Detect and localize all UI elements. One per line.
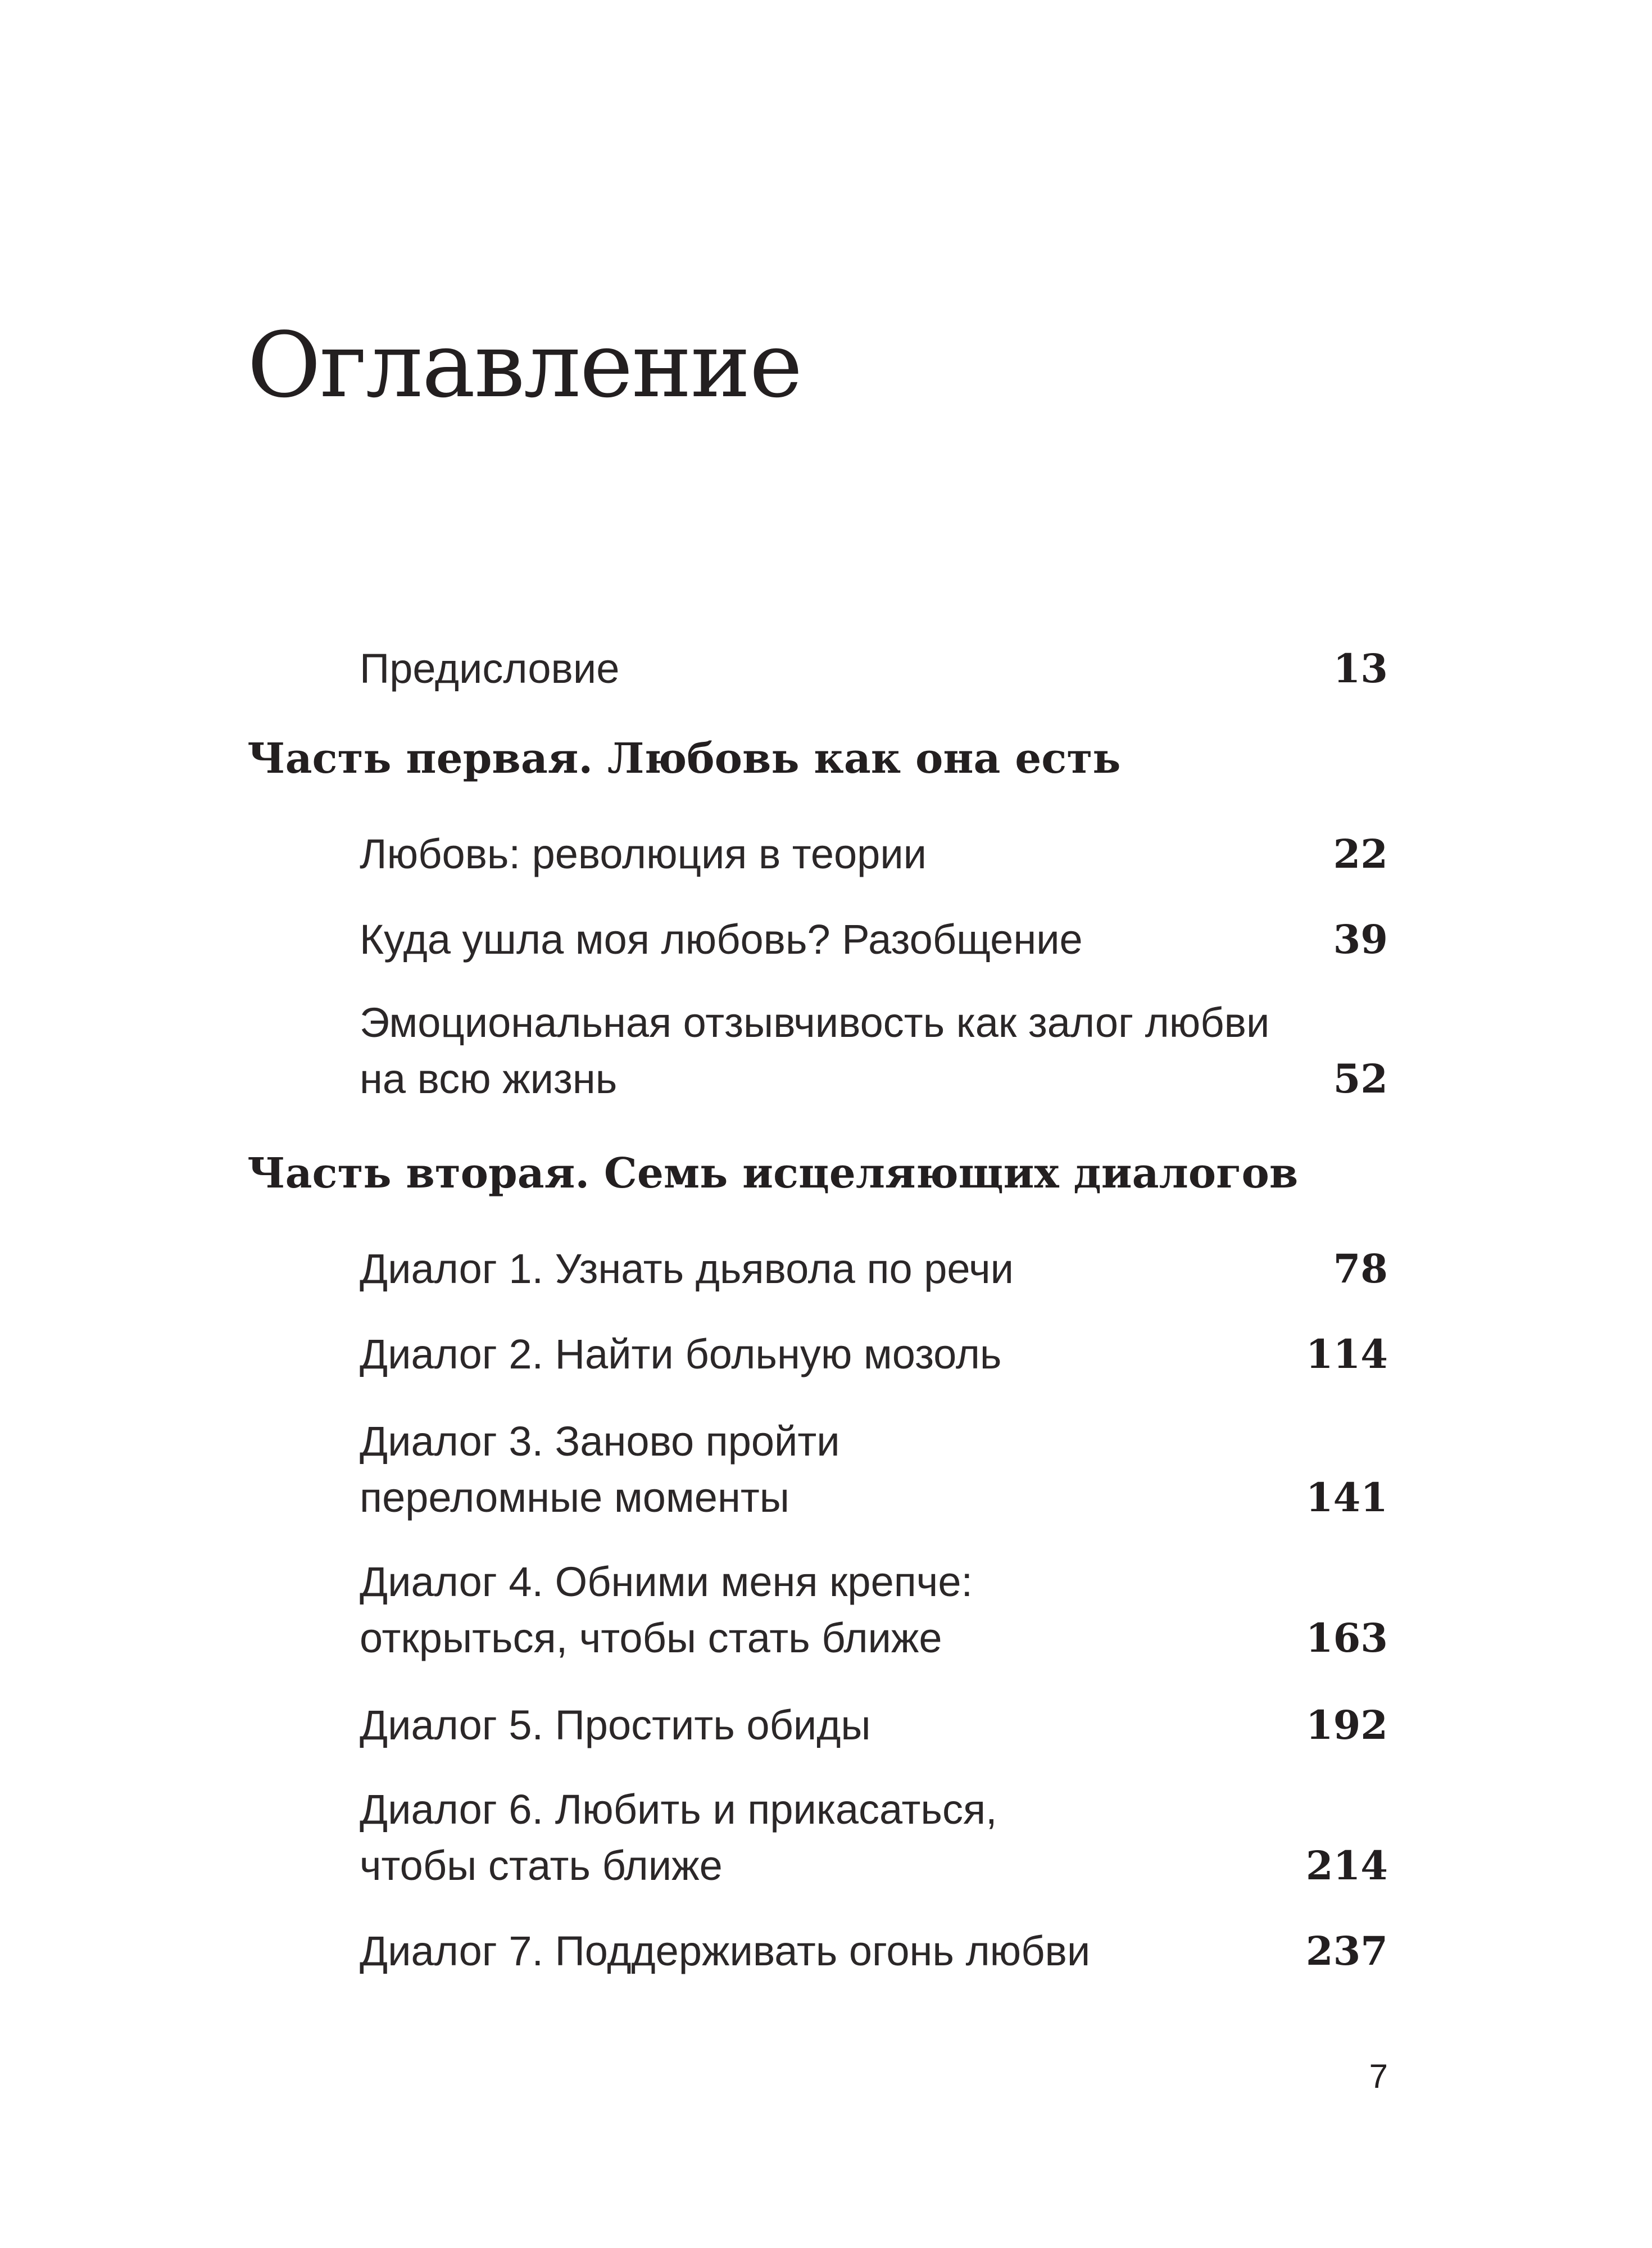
toc-entry-page: 141 <box>1305 1474 1388 1521</box>
toc-entry[interactable] <box>360 1259 1388 1383</box>
toc-entry-title: Куда ушла моя любовь? Разобщение <box>360 916 1083 963</box>
toc-entry-page: 39 <box>1333 916 1388 963</box>
part-heading-2[interactable]: Часть вторая. Семь исцеляющих диалогов <box>247 1149 1299 1198</box>
toc-entry-title: Диалог 1. Узнать дьявола по речи <box>360 1245 1014 1292</box>
toc-entry-page: 163 <box>1305 1615 1388 1661</box>
toc-entry-page: 22 <box>1333 831 1388 877</box>
toc-entry-title: Диалог 5. Простить обиды <box>360 1702 871 1748</box>
toc-entry-page: 214 <box>1305 1842 1388 1889</box>
toc-entry-title: Диалог 6. Любить и прикасаться, чтобы стать ближе <box>360 1786 997 1889</box>
toc-entry-title: Эмоциональная отзывчивость как залог любви на всю жизнь <box>360 999 1270 1102</box>
toc-entry-page: 237 <box>1305 1928 1388 1974</box>
part-heading-1[interactable]: Часть первая. Любовь как она есть <box>247 735 1121 783</box>
toc-entry[interactable] <box>360 844 1388 968</box>
toc-entry-title: Диалог 2. Найти больную мозоль <box>360 1331 1002 1377</box>
toc-entry-page: 13 <box>1333 645 1388 692</box>
toc-entry-title: Любовь: революция в теории <box>360 831 927 877</box>
page-number: 7 <box>1369 2057 1388 2095</box>
toc-entry-page: 52 <box>1333 1055 1388 1102</box>
toc-entry[interactable] <box>360 1402 1388 1526</box>
toc-entry-title: Диалог 3. Заново пройти переломные моменты <box>360 1418 840 1521</box>
toc-entry-title: Диалог 4. Обними меня крепче: открыться, чтобы стать ближе <box>360 1558 973 1661</box>
toc-entry[interactable] <box>360 984 1388 1107</box>
toc-entry[interactable] <box>360 1630 1388 1753</box>
toc-entry-page: 192 <box>1305 1702 1388 1748</box>
page-title: Оглавление <box>247 312 802 418</box>
toc-entry-page: 114 <box>1305 1331 1388 1377</box>
toc-entry-title: Диалог 7. Поддерживать огонь любви <box>360 1928 1091 1974</box>
toc-entry-preface[interactable] <box>360 573 1388 697</box>
toc-entry-title: Предисловие <box>360 645 620 692</box>
toc-entry[interactable] <box>360 1856 1388 1979</box>
toc-entry-page: 78 <box>1333 1245 1388 1292</box>
